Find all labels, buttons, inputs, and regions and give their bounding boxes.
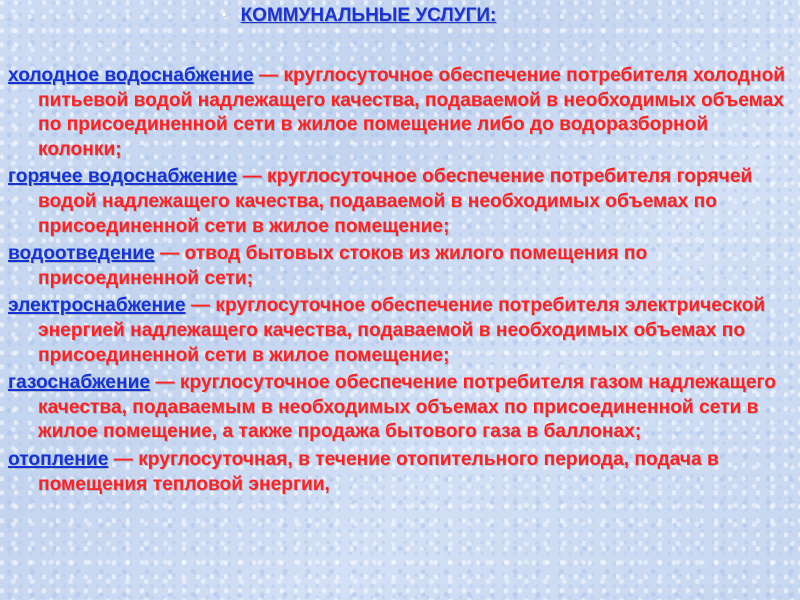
list-item xyxy=(8,371,796,445)
definition-heating: — круглосуточная, в течение отопительного периода, подача в помещения тепловой энергии, xyxy=(38,448,719,495)
list-item xyxy=(8,64,796,162)
list-item xyxy=(8,165,796,239)
definition-gas: — круглосуточное обеспечение потребителя газом надлежащего качества, подаваемым в необходимых объемах по присоединенной сети в жилое помещение, а также продажа бытового газа в баллонах; xyxy=(38,372,776,443)
definition-electricity: — круглосуточное обеспечение потребителя электрической энергией надлежащего качества, подаваемой в необходимых объемах по присоединенной сети в жилое помещение; xyxy=(38,295,766,366)
term-cold-water[interactable]: холодное водоснабжение xyxy=(8,65,254,86)
list-item xyxy=(8,294,796,368)
list-item xyxy=(8,448,796,497)
definition-cold-water: — круглосуточное обеспечение потребителя холодной питьевой водой надлежащего качества, подаваемой в необходимых объемах по присоединенной сети в жилое помещение либо до водоразборной колонки; xyxy=(38,65,786,160)
term-hot-water[interactable]: горячее водоснабжение xyxy=(8,166,238,188)
definition-drainage: — отвод бытовых стоков из жилого помещения по присоединенной сети; xyxy=(38,243,648,289)
heading-text: КОММУНАЛЬНЫЕ УСЛУГИ: xyxy=(240,5,497,26)
bullet-icon: • xyxy=(222,7,227,22)
term-gas[interactable]: газоснабжение xyxy=(8,372,151,394)
services-list xyxy=(8,64,796,497)
term-electricity[interactable]: электроснабжение xyxy=(8,295,186,317)
definition-hot-water: — круглосуточное обеспечение потребителя горячей водой надлежащего качества, подаваемой в необходимых объемах по присоединенной сети в жилое помещение; xyxy=(38,166,753,237)
term-drainage[interactable]: водоотведение xyxy=(8,243,155,265)
slide-heading xyxy=(222,4,496,27)
term-heating[interactable]: отопление xyxy=(8,448,109,470)
list-item xyxy=(8,242,796,291)
